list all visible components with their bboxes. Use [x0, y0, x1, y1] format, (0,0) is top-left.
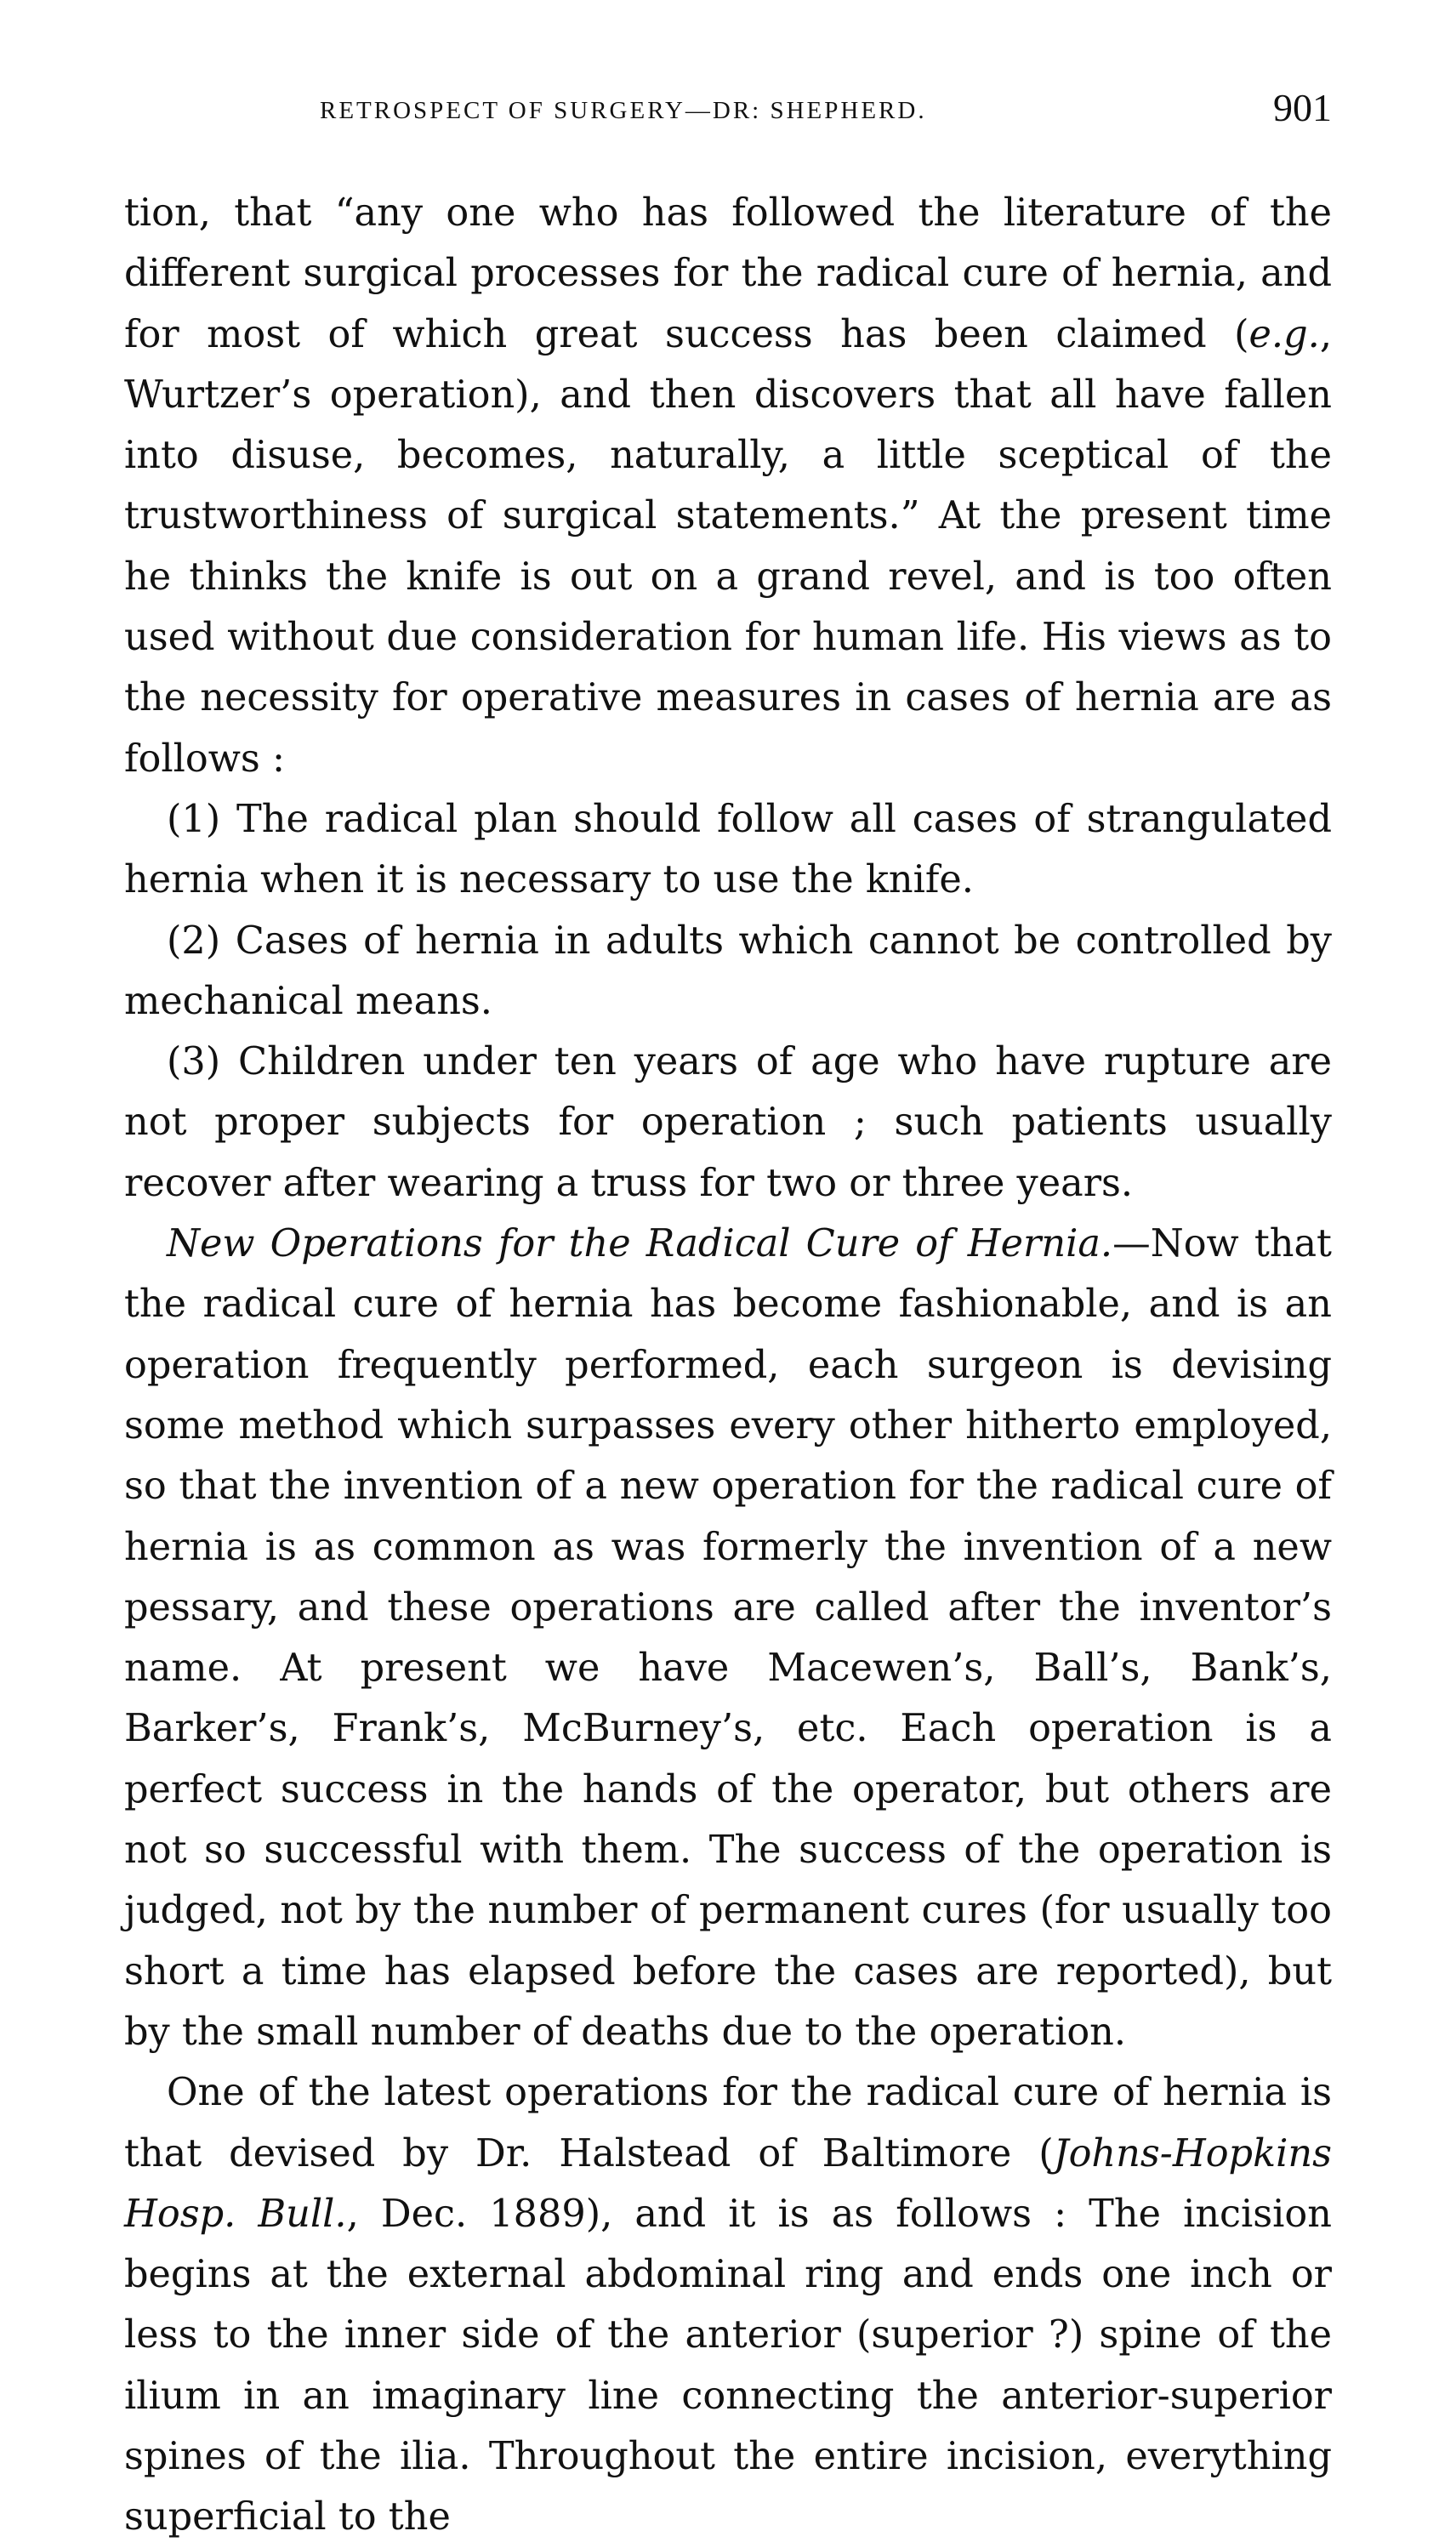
italic-citation: Johns-Hopkins Hosp. Bull.	[124, 2130, 1332, 2236]
list-item-1: (1) The radical plan should follow all cases of strangulated hernia when it is necessary to use the knife.	[124, 796, 1332, 902]
text-run: , Dec. 1889), and it is as follows : The incision begins at the external abdominal ring and ends one inch or less to the inner side of the anterior (superior ?) spine of the ilium in an imaginary line connecting the anterior-superior spines of the ilia. Throughout the entire incision, everything superficial to the	[124, 2191, 1332, 2539]
text-run: tion, that “any one who has followed the literature of the different surgical processes for the radical cure of hernia, and for most of which great success has been claimed (	[124, 191, 1332, 356]
italic-run: e.g.	[1248, 311, 1320, 356]
paragraph-continuation	[124, 183, 1332, 789]
running-title: RETROSPECT OF SURGERY—DR: SHEPHERD.	[320, 97, 927, 124]
section-paragraph	[124, 1214, 1332, 2062]
list-item-2: (2) Cases of hernia in adults which cannot be controlled by mechanical means.	[124, 918, 1332, 1023]
page-number: 901	[1273, 86, 1332, 129]
text-run: , Wurtzer’s operation), and then discovers that all have fallen into disuse, becomes, naturally, a little sceptical of the trustworthiness of surgical statements.” At the present time he thinks the knife is out on a grand revel, and is too often used without due consideration for human life. His views as to the necessity for operative measures in cases of hernia are as follows :	[124, 311, 1332, 781]
paragraph-halstead	[124, 2062, 1332, 2547]
text-run: —Now that the radical cure of hernia has become fashionable, and is an operation frequently performed, each surgeon is devising some method which surpasses every other hitherto employed, so that the invention of a new operation for the radical cure of hernia is as common as was formerly the invention of a new pessary, and these operations are called after the inventor’s name. At present we have Macewen’s, Ball’s, Bank’s, Barker’s, Frank’s, McBurney’s, etc. Each operation is a perfect success in the hands of the operator, but others are not so successful with them. The success of the operation is judged, not by the number of permanent cures (for usually too short a time has elapsed before the cases are reported), but by the small number of deaths due to the operation.	[124, 1221, 1332, 2054]
book-page	[124, 85, 1332, 2548]
text-run: One of the latest operations for the radical cure of hernia is that devised by Dr. Halstead of Baltimore (	[124, 2070, 1332, 2175]
body-text	[124, 183, 1332, 2548]
section-heading: New Operations for the Radical Cure of Hernia.	[167, 1221, 1113, 1266]
list-item-3: (3) Children under ten years of age who have rupture are not proper subjects for operation ; such patients usually recover after wearing a truss for two or three years.	[124, 1039, 1332, 1205]
running-head	[124, 85, 1332, 136]
